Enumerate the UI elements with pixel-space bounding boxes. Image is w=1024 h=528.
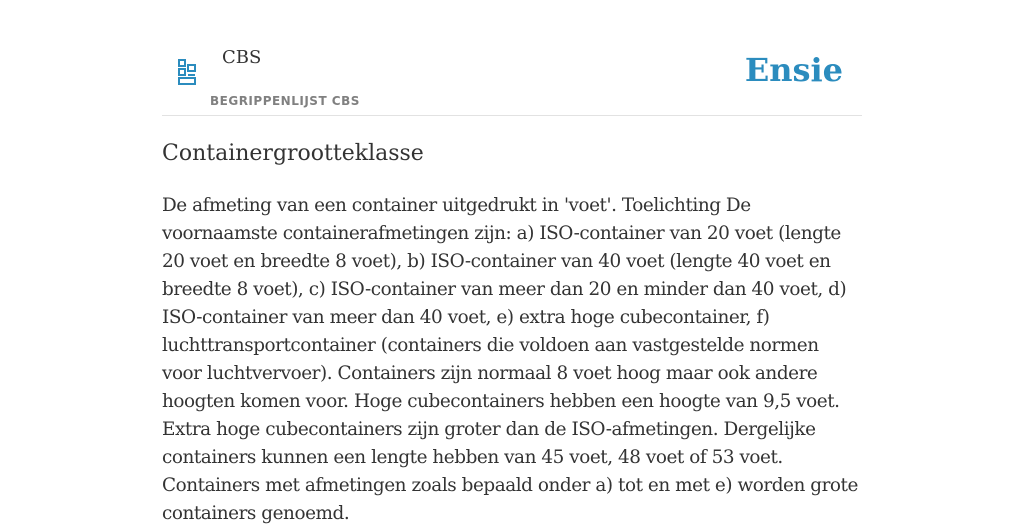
definition-card (162, 0, 862, 524)
source-name: CBS (222, 47, 262, 68)
entry-title: Containergrootteklasse (162, 141, 424, 166)
header-divider (162, 115, 862, 116)
entry-definition: De afmeting van een container uitgedrukt in 'voet'. Toelichting De voornaamste containerafmetingen zijn: a) ISO-container van 20 voet (lengte 20 voet en breedte 8 voet), b) ISO-container van 40 voet (lengte 40 voet en breedte 8 voet), c) ISO-container van meer dan 20 en minder dan 40 voet, d) ISO-container van meer dan 40 voet, e) extra hoge cubecontainer, f) luchttransportcontainer (containers die voldoen aan vastgestelde normen voor luchtvervoer). Containers zijn normaal 8 voet hoog maar ook andere hoogten komen voor. Hoge cubecontainers hebben een hoogte van 9,5 voet. Extra hoge cubecontainers zijn groter dan de ISO-afmetingen. Dergelijke containers kunnen een lengte hebben van 45 voet, 48 voet of 53 voet. Containers met afmetingen zoals bepaald onder a) tot en met e) worden grote containers genoemd. (162, 195, 858, 524)
ensie-brand-logo[interactable]: Ensie (744, 51, 843, 89)
cbs-logo-icon (176, 57, 198, 87)
source-subtitle: BEGRIPPENLIJST CBS (210, 94, 360, 108)
